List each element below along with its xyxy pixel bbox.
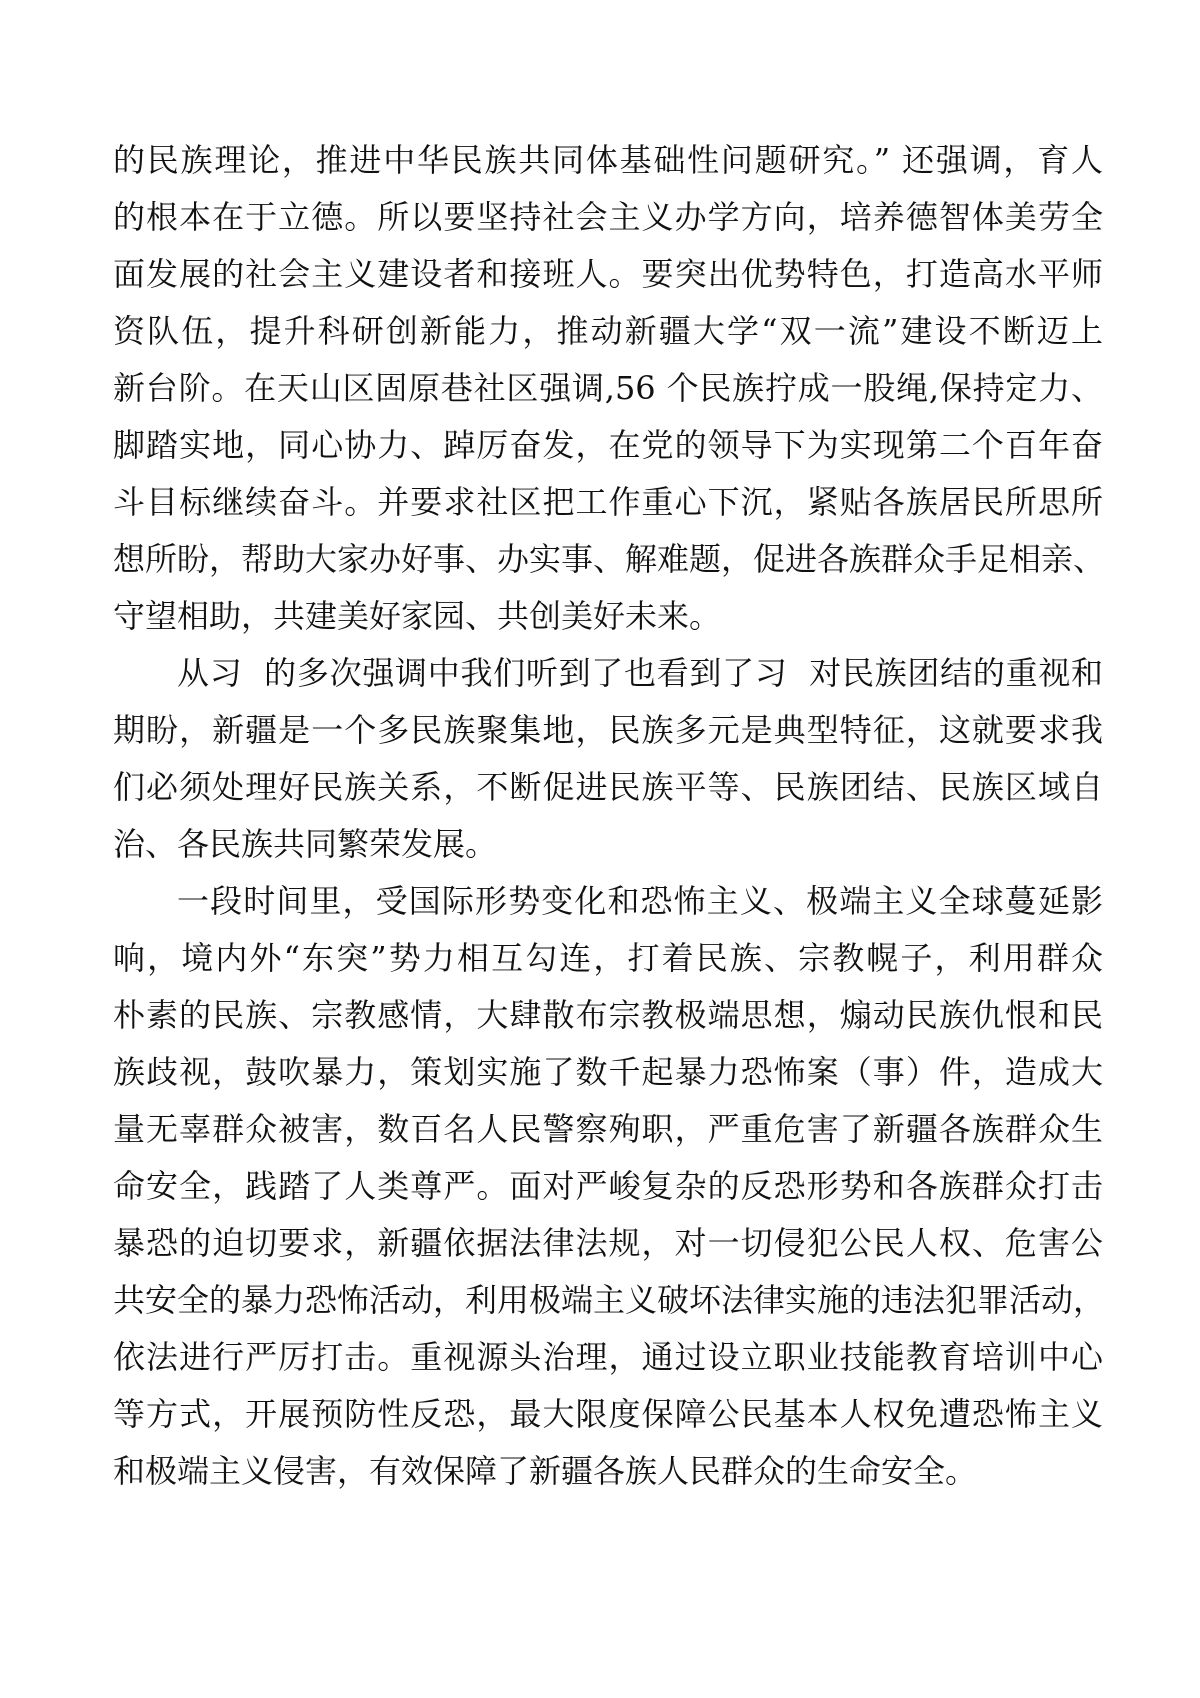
text-line: 资队伍，提升科研创新能力，推动新疆大学“双一流”建设不断迈上 [113, 312, 1103, 350]
text-line: 共安全的暴力恐怖活动，利用极端主义破坏法律实施的违法犯罪活动， [113, 1281, 1106, 1319]
text-line: 量无辜群众被害，数百名人民警察殉职，严重危害了新疆各族群众生 [113, 1110, 1103, 1148]
text-line: 暴恐的迫切要求，新疆依据法律法规，对一切侵犯公民人权、危害公 [113, 1224, 1103, 1262]
text-line: 的民族理论，推进中华民族共同体基础性问题研究。” 还强调，育人 [113, 141, 1103, 179]
text-line: 的根本在于立德。所以要坚持社会主义办学方向，培养德智体美劳全 [113, 198, 1103, 236]
text-line: 一段时间里，受国际形势变化和恐怖主义、极端主义全球蔓延影 [177, 882, 1103, 920]
text-line: 守望相助，共建美好家园、共创美好未来。 [113, 597, 722, 635]
text-line: 想所盼，帮助大家办好事、办实事、解难题，促进各族群众手足相亲、 [113, 540, 1106, 578]
text-line: 等方式，开展预防性反恐，最大限度保障公民基本人权免遭恐怖主义 [113, 1395, 1103, 1433]
text-line: 朴素的民族、宗教感情，大肆散布宗教极端思想，煽动民族仇恨和民 [113, 996, 1103, 1034]
text-line: 命安全，践踏了人类尊严。面对严峻复杂的反恐形势和各族群众打击 [113, 1167, 1103, 1205]
text-line: 响，境内外“东突”势力相互勾连，打着民族、宗教幌子，利用群众 [113, 939, 1103, 977]
text-line: 面发展的社会主义建设者和接班人。要突出优势特色，打造高水平师 [113, 255, 1103, 293]
text-line: 依法进行严厉打击。重视源头治理，通过设立职业技能教育培训中心 [113, 1338, 1103, 1376]
text-line: 治、各民族共同繁荣发展。 [113, 825, 498, 863]
text-line: 斗目标继续奋斗。并要求社区把工作重心下沉，紧贴各族居民所思所 [113, 483, 1103, 521]
paragraph [113, 132, 1106, 645]
text-line: 从习 的多次强调中我们听到了也看到了习 对民族团结的重视和 [177, 654, 1103, 692]
text-line: 脚踏实地，同心协力、踔厉奋发，在党的领导下为实现第二个百年奋 [113, 426, 1103, 464]
text-line: 族歧视，鼓吹暴力，策划实施了数千起暴力恐怖案（事）件，造成大 [113, 1053, 1103, 1091]
document-body [113, 132, 1106, 1500]
text-line: 新台阶。在天山区固原巷社区强调,56 个民族拧成一股绳,保持定力、 [113, 369, 1103, 407]
text-line: 期盼，新疆是一个多民族聚集地，民族多元是典型特征，这就要求我 [113, 711, 1103, 749]
text-line: 和极端主义侵害，有效保障了新疆各族人民群众的生命安全。 [113, 1452, 978, 1490]
paragraph [113, 645, 1103, 873]
text-line: 们必须处理好民族关系，不断促进民族平等、民族团结、民族区域自 [113, 768, 1103, 806]
paragraph [113, 873, 1106, 1500]
